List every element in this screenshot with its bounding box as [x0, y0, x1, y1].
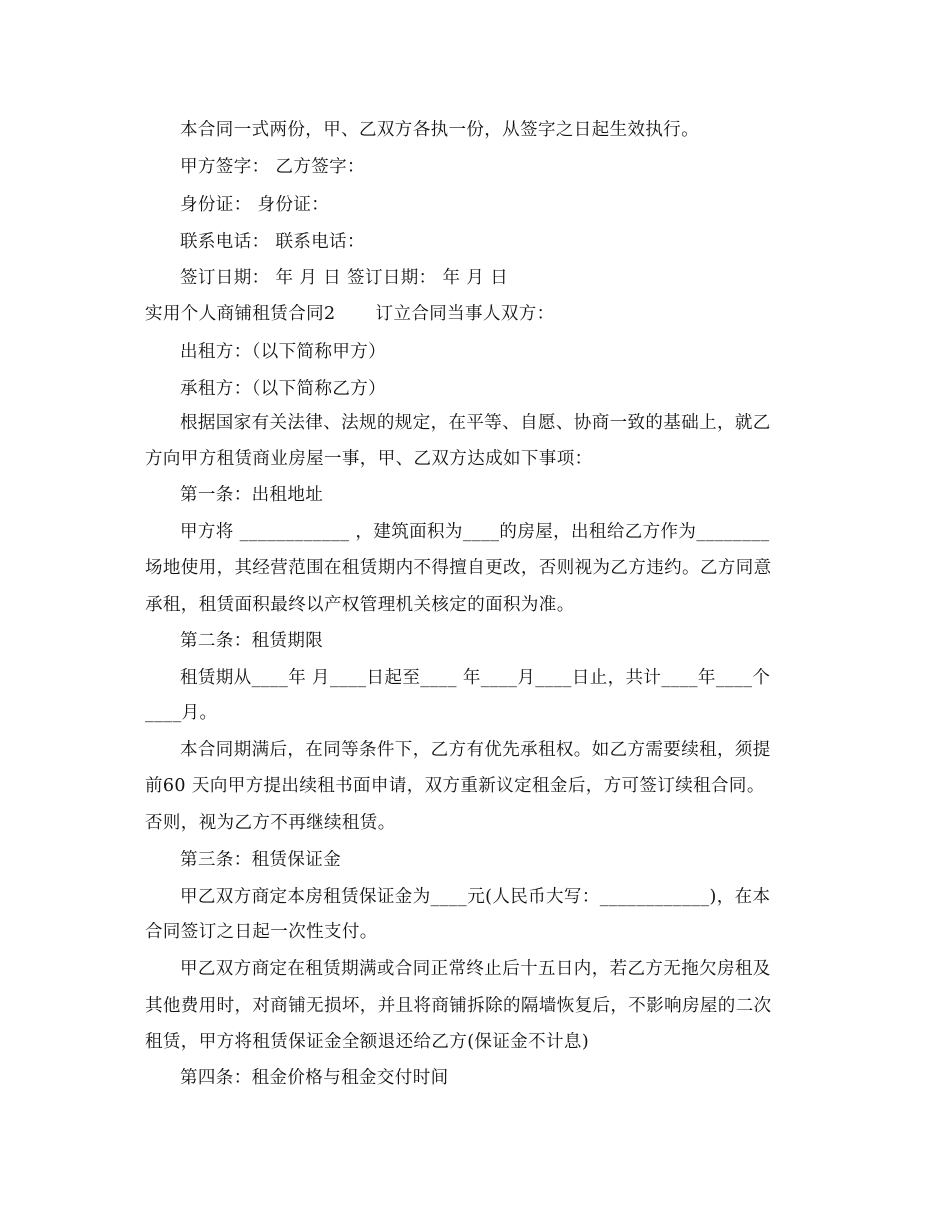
- article-2-line-5: 否则，视为乙方不再继续租赁。: [145, 813, 396, 833]
- id-card-line: 身份证： 身份证：: [180, 195, 330, 215]
- article-2-heading: 第二条：租赁期限: [180, 631, 324, 651]
- phone-line: 联系电话： 联系电话：: [180, 232, 365, 252]
- signature-line: 甲方签字： 乙方签字：: [180, 157, 365, 177]
- contract-heading-row: [145, 302, 555, 326]
- article-1-line-1: 甲方将 ____________ ，建筑面积为____的房屋，出租给乙方作为________: [180, 522, 770, 542]
- article-3-line-3: 甲乙双方商定在租赁期满或合同正常终止后十五日内，若乙方无拖欠房租及: [180, 959, 771, 979]
- article-2-line-3: 本合同期满后，在同等条件下，乙方有优先承租权。如乙方需要续租，须提: [180, 740, 771, 760]
- paragraph-copies: 本合同一式两份，甲、乙双方各执一份，从签字之日起生效执行。: [180, 120, 700, 140]
- article-3-line-4: 其他费用时，对商铺无损坏，并且将商铺拆除的隔墙恢复后，不影响房屋的二次: [145, 996, 772, 1016]
- sign-date-line: 签订日期： 年 月 日 签订日期： 年 月 日: [180, 268, 509, 288]
- lessor-line: 出租方：（以下简称甲方）: [180, 342, 387, 362]
- article-3-line-2: 合同签订之日起一次性支付。: [145, 922, 378, 942]
- article-1-heading: 第一条：出租地址: [180, 485, 324, 505]
- parties-intro: 订立合同当事人双方：: [375, 304, 555, 324]
- article-2-line-2: ____月。: [145, 703, 218, 723]
- article-1-line-3: 承租，租赁面积最终以产权管理机关核定的面积为准。: [145, 595, 575, 615]
- article-1-line-2: 场地使用，其经营范围在租赁期内不得擅自更改，否则视为乙方违约。乙方同意: [145, 558, 772, 578]
- article-2-line-1: 租赁期从____年 月____日起至____ 年____月____日止，共计____年____个: [180, 668, 771, 688]
- article-3-line-1: 甲乙双方商定本房租赁保证金为____元(人民币大写：____________)，在本: [180, 887, 771, 907]
- preamble-line-2: 方向甲方租赁商业房屋一事，甲、乙双方达成如下事项：: [145, 449, 593, 469]
- article-4-heading: 第四条：租金价格与租金交付时间: [180, 1068, 449, 1088]
- article-2-line-4: 前60 天向甲方提出续租书面申请，双方重新议定租金后，方可签订续租合同。: [145, 776, 765, 796]
- contract-title: 实用个人商铺租赁合同2: [145, 304, 336, 324]
- lessee-line: 承租方：（以下简称乙方）: [180, 379, 387, 399]
- article-3-line-5: 租赁，甲方将租赁保证金全额退还给乙方(保证金不计息): [145, 1032, 590, 1052]
- preamble-line-1: 根据国家有关法律、法规的规定，在平等、自愿、协商一致的基础上，就乙: [180, 413, 771, 433]
- article-3-heading: 第三条：租赁保证金: [180, 850, 342, 870]
